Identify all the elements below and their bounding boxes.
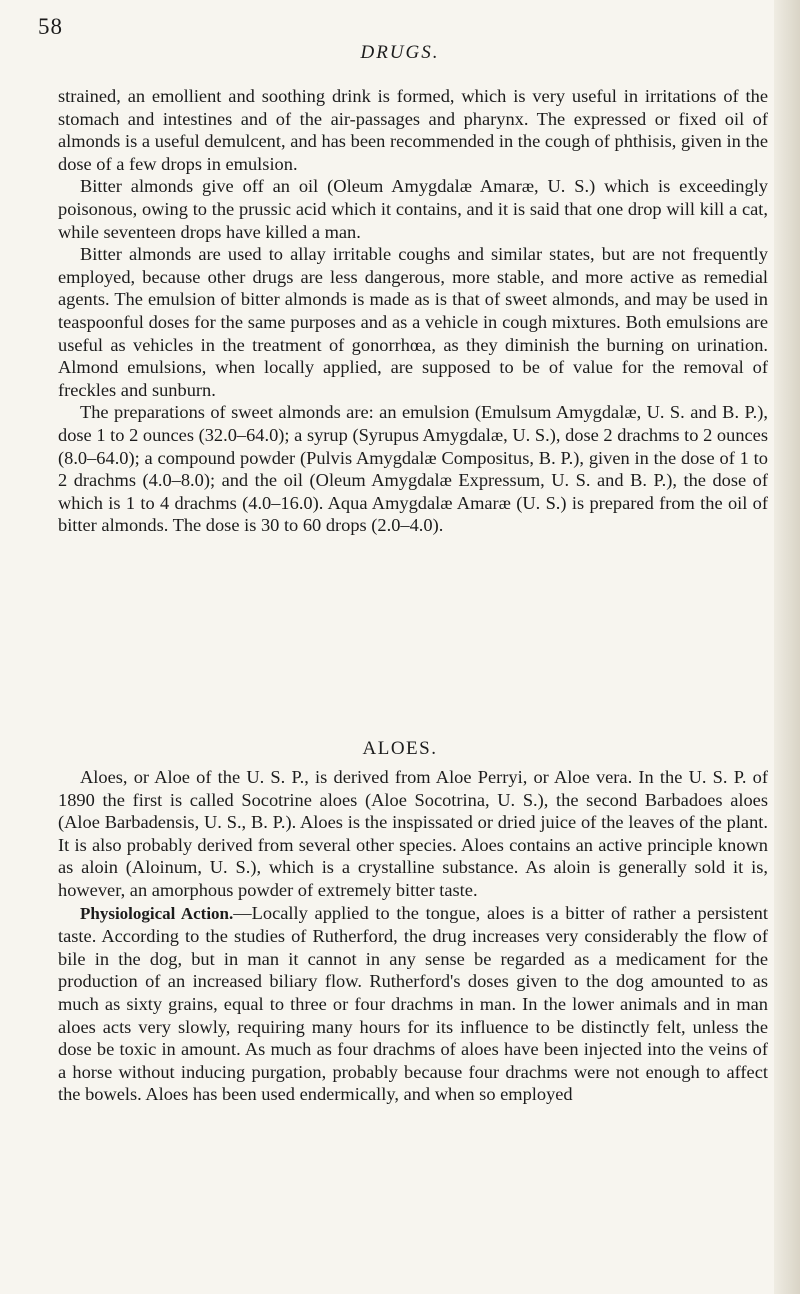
running-head: DRUGS. — [360, 42, 440, 63]
section-heading-aloes: ALOES. — [362, 738, 438, 759]
page-edge-shadow — [774, 0, 800, 1294]
physiological-action-text: —Locally applied to the tongue, aloes is a bitter of rather a persistent taste. According to the studies of Rutherford, the drug increases very considerably the flow of bile in the dog, but in man it cannot in any sense be regarded as a medicament for the production of an increased biliary flow. Rutherford's doses given to the dog amounted to as much as sixty grains, equal to three or four drachms in man. In the lower animals and in man aloes acts very slowly, requiring many hours for its influence to be distinctly felt, unless the dose be toxic in amount. As much as four drachms of aloes have been injected into the veins of a horse without inducing purgation, probably because four drachms were not enough to affect the bowels. Aloes has been used endermically, and when so employed — [58, 902, 768, 1105]
paragraph-almond-preparations: The preparations of sweet almonds are: an emulsion (Emulsum Amygdalæ, U. S. and B. P.), dose 1 to 2 ounces (32.0–64.0); a syrup (Syrupus Amygdalæ, U. S.), dose 2 drachms to 2 ounces (8.0–64.0); a compound powder (Pulvis Amygdalæ Compositus, B. P.), given in the dose of 1 to 2 drachms (4.0–8.0); and the oil (Oleum Amygdalæ Expressum, U. S. and B. P.), the dose of which is 1 to 4 drachms (4.0–16.0). Aqua Amygdalæ Amaræ (U. S.) is prepared from the oil of bitter almonds. The dose is 30 to 60 drops (2.0–4.0). — [58, 402, 768, 536]
page-number: 58 — [38, 14, 63, 39]
drugs-section-text — [58, 85, 768, 537]
paragraph-emollient-drink: strained, an emollient and soothing drink is formed, which is very useful in irritations of the stomach and intestines and of the air-passages and pharynx. The expressed or fixed oil of almonds is a useful demulcent, and has been recommended in the cough of phthisis, given in the dose of a few drops in emulsion. — [58, 86, 768, 174]
paragraph-physiological-action — [58, 902, 768, 1106]
paragraph-bitter-almond-oil: Bitter almonds give off an oil (Oleum Amygdalæ Amaræ, U. S.) which is exceedingly poisonous, owing to the prussic acid which it contains, and it is said that one drop will kill a cat, while seventeen drops have killed a man. — [58, 176, 768, 242]
paragraph-aloes-source: Aloes, or Aloe of the U. S. P., is derived from Aloe Perryi, or Aloe vera. In the U. S. P. of 1890 the first is called Socotrine aloes (Aloe Socotrina, U. S.), the second Barbadoes aloes (Aloe Barbadensis, U. S., B. P.). Aloes is the inspissated or dried juice of the leaves of the plant. It is also probably derived from several other species. Aloes contains an active principle known as aloin (Aloinum, U. S.), which is a crystalline substance. As aloin is generally sold it is, however, an amorphous powder of extremely bitter taste. — [58, 767, 768, 900]
run-in-heading: Physiological Action. — [80, 903, 234, 923]
aloes-section-text — [58, 766, 768, 1106]
paragraph-bitter-almond-uses: Bitter almonds are used to allay irritable coughs and similar states, but are not frequently employed, because other drugs are less dangerous, more stable, and more active as remedial agents. The emulsion of bitter almonds is made as is that of sweet almonds, and may be used in teaspoonful doses for the same purposes and as a vehicle in cough mixtures. Both emulsions are useful as vehicles in the treatment of gonorrhœa, as they diminish the burning on urination. Almond emulsions, when locally applied, are supposed to be of value for the removal of freckles and sunburn. — [58, 244, 768, 400]
